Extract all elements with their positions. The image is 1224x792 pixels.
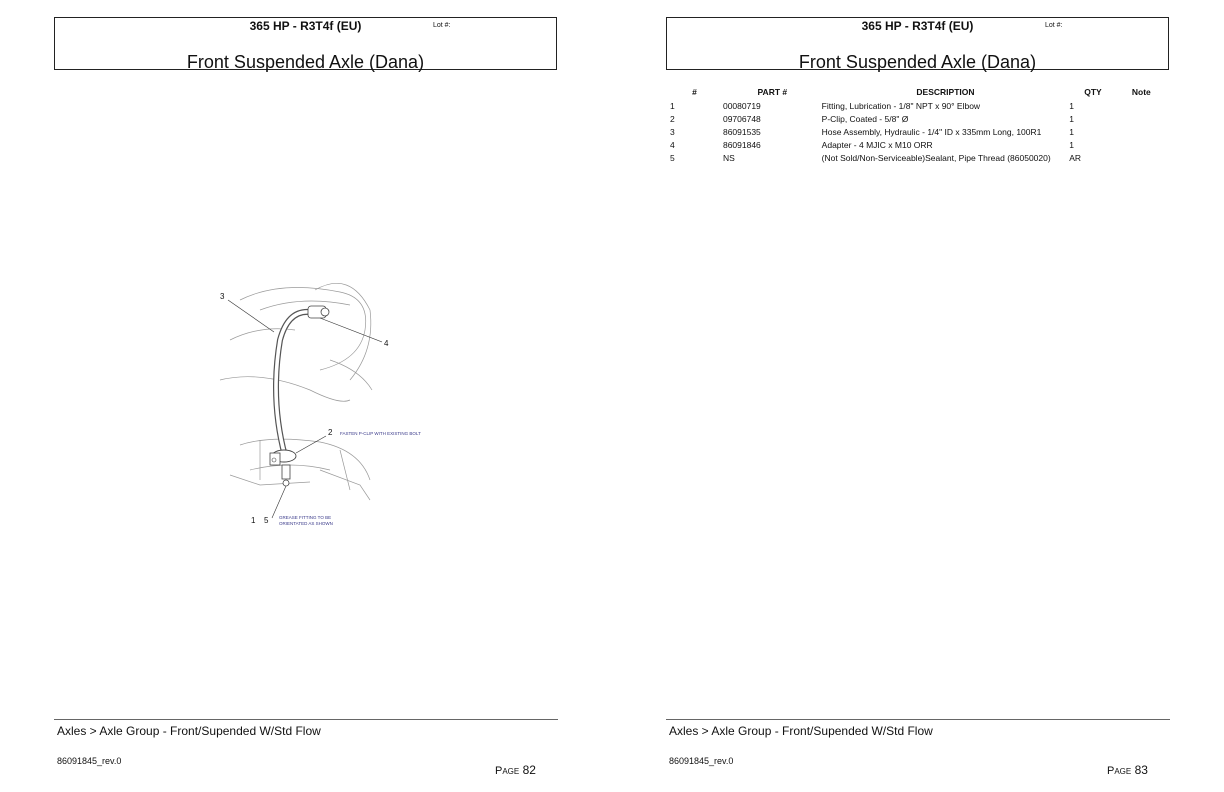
breadcrumb: Axles > Axle Group - Front/Supended W/Std Flow: [669, 724, 933, 738]
model-title: 365 HP - R3T4f (EU): [861, 19, 974, 33]
table-row: [666, 152, 1166, 165]
row-note: [1117, 126, 1166, 139]
callout-5: 5: [264, 516, 269, 525]
row-number: 3: [670, 127, 675, 137]
callout-4: 4: [384, 339, 389, 348]
lot-label: Lot #:: [1045, 22, 1063, 29]
pclip-note: FASTEN P-CLIP WITH EXISTING BOLT: [340, 431, 421, 436]
revision-label: 86091845_rev.0: [669, 756, 734, 766]
parts-table-header: [666, 87, 1166, 100]
footer-divider: [666, 719, 1170, 720]
row-qty: 1: [1069, 114, 1074, 124]
col-header-description: DESCRIPTION: [916, 87, 975, 97]
callout-2: 2: [328, 428, 333, 437]
callout-3: 3: [220, 292, 225, 301]
page-label: Page: [495, 765, 520, 777]
page-header: [666, 17, 1169, 70]
row-description: Fitting, Lubrication - 1/8" NPT x 90° Elbow: [821, 101, 981, 111]
table-row: [666, 100, 1166, 113]
revision-label: 86091845_rev.0: [57, 756, 122, 766]
row-part: NS: [722, 153, 735, 163]
grease-note-line-2: ORIENTATED AS SHOWN: [279, 521, 333, 526]
row-description: P-Clip, Coated - 5/8" Ø: [821, 114, 909, 124]
grease-note-line-1: GREASE FITTING TO BE: [279, 515, 332, 520]
row-number: 1: [670, 101, 675, 111]
row-description: (Not Sold/Non-Serviceable)Sealant, Pipe Thread (86050020): [821, 153, 1051, 163]
page-label: Page: [1107, 765, 1132, 777]
page-header: [54, 17, 557, 70]
page-number-value: 83: [1134, 763, 1148, 777]
row-description: Hose Assembly, Hydraulic - 1/4" ID x 335mm Long, 100R1: [821, 127, 1042, 137]
row-number: 4: [670, 140, 675, 150]
col-header-qty: QTY: [1084, 87, 1102, 97]
col-header-part: PART #: [757, 87, 788, 97]
lot-label: Lot #:: [433, 22, 451, 29]
row-note: [1117, 113, 1166, 126]
table-row: [666, 113, 1166, 126]
row-qty: 1: [1069, 127, 1074, 137]
row-number: 2: [670, 114, 675, 124]
page-number: [1107, 763, 1148, 777]
parts-table: [666, 87, 1166, 165]
col-header-note: Note: [1131, 87, 1151, 97]
page-number-value: 82: [522, 763, 536, 777]
footer-divider: [54, 719, 558, 720]
grease-note: [279, 515, 333, 527]
axle-housing-outline: [240, 288, 366, 371]
row-description: Adapter - 4 MJIC x M10 ORR: [821, 140, 933, 150]
row-part: 86091535: [722, 127, 761, 137]
row-part: 86091846: [722, 140, 761, 150]
row-part: 09706748: [722, 114, 761, 124]
callout-1: 1: [251, 516, 256, 525]
section-title: Front Suspended Axle (Dana): [186, 52, 425, 72]
row-note: [1117, 152, 1166, 165]
table-row: [666, 126, 1166, 139]
model-title: 365 HP - R3T4f (EU): [249, 19, 362, 33]
row-number: 5: [670, 153, 675, 163]
section-title: Front Suspended Axle (Dana): [798, 52, 1037, 72]
row-note: [1117, 139, 1166, 152]
breadcrumb: Axles > Axle Group - Front/Supended W/Std Flow: [57, 724, 321, 738]
page-number: [495, 763, 536, 777]
row-qty: 1: [1069, 140, 1074, 150]
col-header-number: #: [692, 87, 697, 97]
table-row: [666, 139, 1166, 152]
row-qty: AR: [1069, 153, 1082, 163]
grease-fitting: [282, 465, 290, 479]
row-part: 00080719: [722, 101, 761, 111]
axle-hose-diagram: [200, 270, 460, 560]
lower-bracket-outline: [240, 439, 370, 480]
row-note: [1117, 100, 1166, 113]
row-qty: 1: [1069, 101, 1074, 111]
